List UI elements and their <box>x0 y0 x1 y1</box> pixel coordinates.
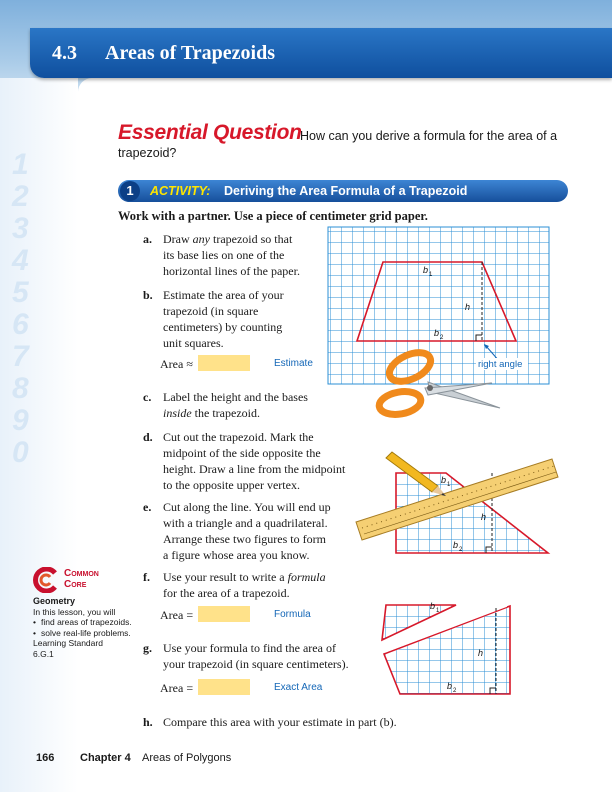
item-letter: h. <box>143 715 153 729</box>
item-text: Cut out the trapezoid. Mark the <box>163 430 314 444</box>
b2-label: b <box>434 328 440 338</box>
b1-label: b <box>441 475 447 485</box>
item-letter: c. <box>143 390 152 404</box>
b1-subscript: 1 <box>436 608 440 614</box>
b1-subscript: 1 <box>447 482 451 488</box>
digit: 6 <box>12 308 29 341</box>
b1-subscript: 1 <box>429 272 433 278</box>
essential-question-text: How can you derive a formula for the area of a trapezoid? <box>118 129 558 160</box>
b1-label: b <box>423 265 429 275</box>
b2-label: b <box>447 681 453 691</box>
item-letter: g. <box>143 641 152 655</box>
activity-intro: Work with a partner. Use a piece of centimeter grid paper. <box>118 209 428 223</box>
item-text: your trapezoid (in square centimeters). <box>163 657 349 671</box>
section-number: 4.3 <box>52 42 77 64</box>
cc-bullet: • find areas of trapezoids. <box>33 617 143 628</box>
b2-subscript: 2 <box>453 688 457 694</box>
answer-label: Area = <box>160 608 194 622</box>
cc-standard-code: 6.G.1 <box>33 648 54 659</box>
item-text: its base lies on one of the <box>163 248 285 262</box>
common-core-title: Common Core <box>64 568 99 590</box>
h-label: h <box>465 302 471 312</box>
essential-question-label: Essential Question <box>118 121 302 144</box>
item-text: Use your formula to find the area of <box>163 641 336 655</box>
h-label: h <box>478 648 484 658</box>
answer-label: Area ≈ <box>160 357 193 371</box>
digit: 0 <box>12 436 29 469</box>
item-text: a figure whose area you know. <box>163 548 310 562</box>
item-text: height. Draw a line from the midpoint <box>163 462 346 476</box>
cc-standard-label: Learning Standard <box>33 638 103 648</box>
digit: 2 <box>12 180 29 213</box>
item-text: to the opposite upper vertex. <box>163 478 300 492</box>
item-text: midpoint of the side opposite the <box>163 446 321 460</box>
answer-label: Area = <box>160 681 194 695</box>
item-text: unit squares. <box>163 336 224 350</box>
h-label: h <box>481 512 487 522</box>
item-letter: e. <box>143 500 152 514</box>
digit: 3 <box>12 212 29 245</box>
item-text: Estimate the area of your <box>163 288 284 302</box>
item-text: Compare this area with your estimate in part (b). <box>163 715 397 729</box>
activity-number: 1 <box>120 181 140 201</box>
digit: 7 <box>12 340 29 373</box>
b2-subscript: 2 <box>440 335 444 341</box>
section-title: Areas of Trapezoids <box>105 42 275 64</box>
item-letter: f. <box>143 570 150 584</box>
item-text: Cut along the line. You will end up <box>163 500 331 514</box>
item-text: with a triangle and a quadrilateral. <box>163 516 328 530</box>
item-letter: a. <box>143 232 152 246</box>
item-text: for the area of a trapezoid. <box>163 586 290 600</box>
b1-label: b <box>430 601 436 611</box>
digit: 4 <box>12 244 29 277</box>
digit: 8 <box>12 372 29 405</box>
figure-3-grid <box>382 601 510 694</box>
item-text: centimeters) by counting <box>163 320 283 334</box>
item-letter: b. <box>143 288 153 302</box>
cc-bullet: • solve real-life problems. <box>33 628 143 639</box>
b2-subscript: 2 <box>459 547 463 553</box>
item-text: Draw any trapezoid so that <box>163 232 293 246</box>
item-text: Arrange these two figures to form <box>163 532 326 546</box>
figure-1-grid <box>328 227 549 384</box>
cc-subject: Geometry <box>33 596 76 606</box>
digit: 1 <box>12 148 29 181</box>
answer-tag: Formula <box>274 609 311 620</box>
item-text: horizontal lines of the paper. <box>163 264 300 278</box>
b2-label: b <box>453 540 459 550</box>
digit: 9 <box>12 404 29 437</box>
cc-intro: In this lesson, you will <box>33 606 116 617</box>
answer-tag: Exact Area <box>274 682 323 693</box>
item-letter: d. <box>143 430 153 444</box>
item-text: inside the trapezoid. <box>163 406 260 420</box>
item-text: Label the height and the bases <box>163 390 308 404</box>
chapter-title: Areas of Polygons <box>142 752 232 764</box>
digit: 5 <box>12 276 29 309</box>
item-text: Use your result to write a formula <box>163 570 326 584</box>
item-text: trapezoid (in square <box>163 304 259 318</box>
answer-tag: Estimate <box>274 358 313 369</box>
chapter-label: Chapter 4 <box>80 752 131 764</box>
activity-title: Deriving the Area Formula of a Trapezoid <box>224 184 468 198</box>
callout-label: right angle <box>478 359 523 370</box>
activity-label: ACTIVITY: <box>150 184 211 198</box>
page-number: 166 <box>36 752 55 764</box>
